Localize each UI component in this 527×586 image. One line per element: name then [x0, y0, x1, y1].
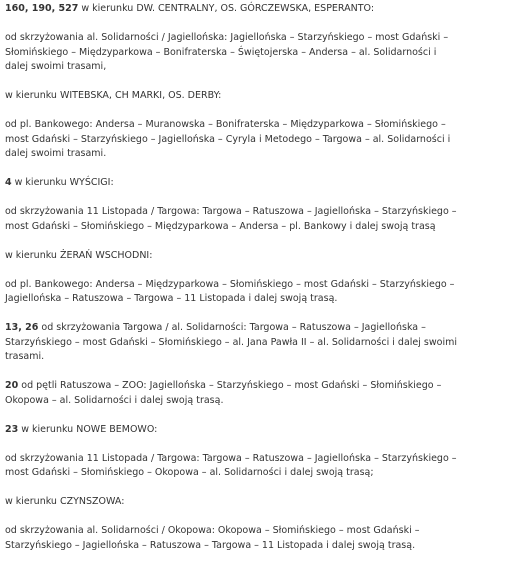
- direction-text: w kierunku ŻERAŃ WSCHODNI:: [5, 249, 153, 261]
- section-160-return-heading: [5, 89, 523, 104]
- section-13-26: [5, 321, 523, 365]
- direction-text: w kierunku NOWE BEMOWO:: [18, 423, 158, 435]
- line-numbers: 23: [5, 423, 19, 435]
- route-text: od pętli Ratuszowa – ZOO: Jagiellońska – Starzyńskiego – most Gdański – Słomińskiego – Okopowa – al. Solidarności i dalej swoją trasą.: [5, 380, 442, 406]
- section-4-return-route: od pl. Bankowego: Andersa – Międzyparkowa – Słomińskiego – most Gdański – Starzyńskiego – Jagiellońska – Ratuszowa – Targowa – 11 Listopada i dalej swoją trasą.: [5, 278, 455, 304]
- direction-text: w kierunku DW. CENTRALNY, OS. GÓRCZEWSKA, ESPERANTO:: [78, 3, 375, 14]
- section-160-heading: [5, 2, 523, 17]
- line-numbers: 13, 26: [5, 322, 39, 333]
- section-160-route: od skrzyżowania al. Solidarności / Jagiellońska: Jagiellońska – Starzyńskiego – most Gdański – Słomińskiego – Międzyparkowa – Bonifraterska – Świętojerska – Andersa – al. Solidarności i dalej swoimi trasami,: [5, 32, 449, 72]
- section-160-return-route: od pl. Bankowego: Andersa – Muranowska – Bonifraterska – Międzyparkowa – Słomińskiego – most Gdański – Starzyńskiego – Jagiellońska – Cyryla i Metodego – Targowa – al. Solidarności i dalej swoimi trasami.: [5, 119, 451, 159]
- section-20: [5, 379, 523, 408]
- line-numbers: 20: [5, 380, 19, 391]
- direction-text: w kierunku WYŚCIGI:: [11, 177, 114, 188]
- direction-text: w kierunku CZYNSZOWA:: [5, 496, 125, 507]
- section-4-return-heading: [5, 249, 523, 264]
- section-23-return-heading: [5, 495, 523, 510]
- line-numbers: 160, 190, 527: [5, 3, 79, 14]
- section-4-route: od skrzyżowania 11 Listopada / Targowa: Targowa – Ratuszowa – Jagiellońska – Starzyńskiego – most Gdański – Słomińskiego – Międzyparkowa – Andersa – pl. Bankowy i dalej swoją trasą: [5, 206, 457, 232]
- direction-text: w kierunku WITEBSKA, CH MARKI, OS. DERBY:: [5, 90, 222, 101]
- line-numbers: 4: [5, 177, 12, 188]
- section-23-return-route: od skrzyżowania al. Solidarności / Okopowa: Okopowa – Słomińskiego – most Gdański – Starzyńskiego – Jagiellońska – Ratuszowa – Targowa – 11 Listopada i dalej swoją trasą.: [5, 525, 420, 551]
- section-23-route: od skrzyżowania 11 Listopada / Targowa: Targowa – Ratuszowa – Jagiellońska – Starzyńskiego – most Gdański – Słomińskiego – Okopowa – al. Solidarności i dalej swoją trasą;: [5, 452, 457, 478]
- route-text: od skrzyżowania Targowa / al. Solidarności: Targowa – Ratuszowa – Jagiellońska – Starzyńskiego – most Gdański – Słomińskiego – al. Jana Pawła II – al. Solidarności i dalej swoimi trasami.: [5, 322, 457, 362]
- section-4-heading: [5, 176, 523, 191]
- section-23-heading: [5, 423, 523, 438]
